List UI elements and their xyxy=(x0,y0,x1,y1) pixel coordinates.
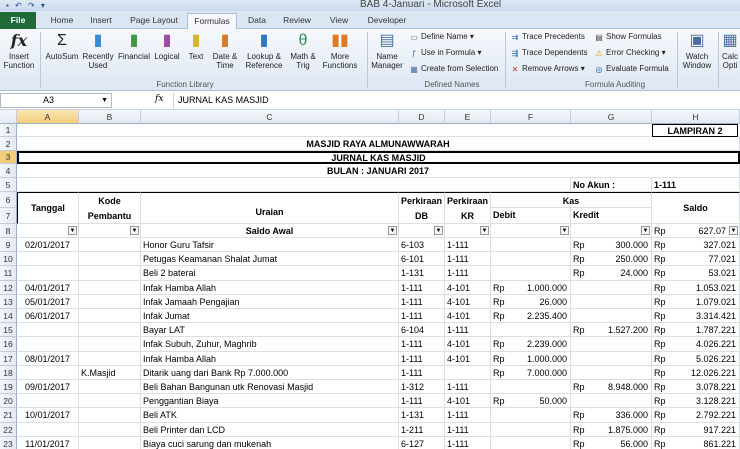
separator xyxy=(505,32,506,88)
table-row xyxy=(17,238,740,252)
date-cell[interactable] xyxy=(17,266,79,281)
kredit-cell[interactable]: Rp 300.000 xyxy=(571,238,652,252)
cell[interactable] xyxy=(491,224,571,238)
date-cell[interactable] xyxy=(17,366,79,380)
header-kode: Kode xyxy=(98,196,121,206)
debit-cell[interactable]: Rp 2.239.000 xyxy=(491,337,571,352)
kode-cell[interactable] xyxy=(79,323,141,337)
row-header[interactable]: 22 xyxy=(0,423,17,437)
kr-cell[interactable]: 1-111 xyxy=(445,423,491,437)
saldo-cell[interactable]: Rp 5.026.221 xyxy=(652,352,740,366)
header-saldo[interactable]: Saldo xyxy=(652,192,740,224)
formula-bar xyxy=(0,91,740,110)
cell[interactable] xyxy=(17,124,652,137)
header-debit[interactable]: Debit xyxy=(491,208,571,224)
separator xyxy=(40,32,41,88)
separator xyxy=(718,32,719,88)
saldo-cell[interactable]: Rp 53.021 xyxy=(652,266,740,281)
tab-file[interactable]: File xyxy=(0,12,36,29)
magnifier-book-icon: ▮ xyxy=(259,32,269,49)
date-cell[interactable] xyxy=(17,252,79,266)
kredit-cell[interactable] xyxy=(571,352,652,366)
tab-insert[interactable]: Insert xyxy=(90,15,112,25)
grid-icon: ▦ xyxy=(410,65,418,74)
period-cell[interactable]: BULAN : JANUARI 2017 xyxy=(17,164,740,178)
db-cell[interactable]: 6-101 xyxy=(399,252,445,266)
db-cell[interactable]: 1-111 xyxy=(399,281,445,295)
fx-button[interactable]: fx xyxy=(155,94,164,104)
logical-button[interactable]: ▮ Logical xyxy=(154,32,180,61)
kode-cell[interactable] xyxy=(79,380,141,394)
date-cell[interactable]: 08/01/2017 xyxy=(17,352,79,366)
debit-cell[interactable] xyxy=(491,252,571,266)
row-header[interactable]: 14 xyxy=(0,309,17,323)
more-functions-button[interactable]: ▮▮ More Functions xyxy=(322,32,358,70)
show-formulas-button[interactable]: ▤ Show Formulas xyxy=(595,32,662,42)
saldo-cell[interactable]: Rp 2.792.221 xyxy=(652,408,740,423)
math-trig-button[interactable]: θ Math & Trig xyxy=(290,32,316,70)
uraian-cell[interactable]: Beli 2 baterai xyxy=(141,266,399,281)
saldo-cell[interactable]: Rp 327.021 xyxy=(652,238,740,252)
db-cell[interactable]: 1-111 xyxy=(399,309,445,323)
kode-cell[interactable] xyxy=(79,281,141,295)
date-cell[interactable]: 02/01/2017 xyxy=(17,238,79,252)
header-tanggal[interactable]: Tanggal xyxy=(17,192,79,224)
date-cell[interactable]: 11/01/2017 xyxy=(17,437,79,449)
row-header[interactable]: 12 xyxy=(0,281,17,295)
ribbon-tabs xyxy=(0,11,740,29)
cell[interactable] xyxy=(399,224,445,238)
kredit-cell[interactable] xyxy=(571,366,652,380)
uraian-cell[interactable]: Bayar LAT xyxy=(141,323,399,337)
uraian-cell[interactable]: Infak Jamaah Pengajian xyxy=(141,295,399,309)
autosum-button[interactable]: Σ AutoSum xyxy=(45,32,79,61)
kode-cell[interactable] xyxy=(79,309,141,323)
debit-cell[interactable]: Rp 1.000.000 xyxy=(491,281,571,295)
debit-cell[interactable] xyxy=(491,238,571,252)
filter-dropdown-icon[interactable]: ▼ xyxy=(481,228,488,234)
row-header[interactable]: 5 xyxy=(0,178,17,192)
tag-icon: ▭ xyxy=(410,33,418,42)
text-button[interactable]: ▮ Text xyxy=(188,32,204,61)
date-cell[interactable] xyxy=(17,423,79,437)
kredit-cell[interactable] xyxy=(571,309,652,323)
column-header-c[interactable]: C xyxy=(141,110,399,124)
filter-dropdown-icon[interactable]: ▼ xyxy=(730,228,737,234)
debit-cell[interactable]: Rp 2.235.400 xyxy=(491,309,571,323)
chevron-down-icon[interactable]: ▼ xyxy=(101,97,108,104)
header-uraian[interactable]: Uraian xyxy=(141,192,399,224)
row-header[interactable]: 7 xyxy=(0,208,17,224)
kode-cell[interactable] xyxy=(79,337,141,352)
tab-review[interactable]: Review xyxy=(283,15,311,25)
debit-cell[interactable]: Rp 1.000.000 xyxy=(491,352,571,366)
table-row xyxy=(17,337,740,352)
logical-book-icon: ▮ xyxy=(162,32,172,49)
kode-cell[interactable] xyxy=(79,266,141,281)
trace-dependents-button[interactable]: ⇶ Trace Dependents xyxy=(511,48,588,58)
remove-arrows-button[interactable]: ✕ Remove Arrows ▾ xyxy=(511,64,585,74)
date-time-button[interactable]: ▮ Date & Time xyxy=(212,32,238,70)
kode-cell[interactable] xyxy=(79,295,141,309)
uraian-cell[interactable]: Infak Jumat xyxy=(141,309,399,323)
kode-cell[interactable]: K.Masjid xyxy=(79,366,141,380)
separator xyxy=(677,32,678,88)
table-row xyxy=(17,252,740,266)
header-perkiraan: Perkiraan xyxy=(447,196,489,206)
row-header[interactable]: 18 xyxy=(0,366,17,380)
saldo-cell[interactable]: Rp 1.079.021 xyxy=(652,295,740,309)
ribbon-formulas xyxy=(0,29,740,91)
date-cell[interactable]: 09/01/2017 xyxy=(17,380,79,394)
error-checking-button[interactable]: ⚠ Error Checking ▾ xyxy=(595,48,666,58)
uraian-cell[interactable]: Infak Hamba Allah xyxy=(141,352,399,366)
kode-cell[interactable] xyxy=(79,238,141,252)
debit-cell[interactable]: Rp 50.000 xyxy=(491,394,571,408)
column-header-h[interactable]: H xyxy=(652,110,740,124)
uraian-cell[interactable]: Beli Printer dan LCD xyxy=(141,423,399,437)
kode-cell[interactable] xyxy=(79,394,141,408)
column-header-e[interactable]: E xyxy=(445,110,491,124)
filter-dropdown-icon[interactable]: ▼ xyxy=(642,228,649,234)
uraian-cell[interactable]: Penggantian Biaya xyxy=(141,394,399,408)
uraian-cell[interactable]: Petugas Keamanan Shalat Jumat xyxy=(141,252,399,266)
cell[interactable] xyxy=(79,224,141,238)
header-kredit[interactable]: Kredit xyxy=(571,208,652,224)
row-header[interactable]: 15 xyxy=(0,323,17,337)
tab-developer[interactable]: Developer xyxy=(367,15,407,25)
row-header[interactable]: 8 xyxy=(0,224,17,238)
watch-window-icon: ▣ xyxy=(689,32,705,49)
kr-cell[interactable]: 1-111 xyxy=(445,252,491,266)
show-formulas-icon: ▤ xyxy=(595,33,603,42)
kr-cell[interactable]: 4-101 xyxy=(445,394,491,408)
kr-cell[interactable]: 4-101 xyxy=(445,337,491,352)
debit-cell[interactable] xyxy=(491,266,571,281)
name-tag-icon: ▤ xyxy=(379,32,395,49)
kredit-cell[interactable] xyxy=(571,394,652,408)
kredit-cell[interactable]: Rp 8.948.000 xyxy=(571,380,652,394)
table-row xyxy=(17,366,740,380)
kredit-cell[interactable]: Rp 336.000 xyxy=(571,408,652,423)
journal-title-cell[interactable]: JURNAL KAS MASJID xyxy=(17,151,740,164)
kr-cell[interactable]: 4-101 xyxy=(445,295,491,309)
trace-dependents-icon: ⇶ xyxy=(511,49,519,58)
saldo-cell[interactable]: Rp 1.053.021 xyxy=(652,281,740,295)
title-bar xyxy=(0,0,740,11)
debit-cell[interactable]: Rp 26.000 xyxy=(491,295,571,309)
formula-input[interactable]: JURNAL KAS MASJID xyxy=(173,93,740,108)
header-kr: KR xyxy=(461,211,474,221)
header-perkiraan-db[interactable] xyxy=(399,192,445,224)
separator xyxy=(367,32,368,88)
account-label-cell[interactable]: No Akun : xyxy=(571,178,652,192)
kr-cell[interactable]: 4-101 xyxy=(445,309,491,323)
select-all-corner[interactable] xyxy=(0,110,17,124)
table-row xyxy=(17,295,740,309)
table-row xyxy=(17,281,740,295)
sheet-row xyxy=(17,137,740,151)
row-header[interactable]: 4 xyxy=(0,164,17,178)
table-row xyxy=(17,352,740,366)
table-row xyxy=(17,423,740,437)
header-perkiraan: Perkiraan xyxy=(401,196,443,206)
sheet-row xyxy=(17,178,740,192)
remove-arrows-icon: ✕ xyxy=(511,65,519,74)
filter-dropdown-icon[interactable]: ▼ xyxy=(69,228,76,234)
row-header[interactable]: 23 xyxy=(0,437,17,449)
header-db: DB xyxy=(415,211,428,221)
uraian-cell[interactable]: Infak Hamba Allah xyxy=(141,281,399,295)
saldo-cell[interactable]: Rp 12.026.221 xyxy=(652,366,740,380)
kredit-cell[interactable]: Rp 24.000 xyxy=(571,266,652,281)
evaluate-icon: ◎ xyxy=(595,65,603,74)
db-cell[interactable]: 1-111 xyxy=(399,352,445,366)
row-header[interactable]: 16 xyxy=(0,337,17,352)
kr-cell[interactable]: 1-111 xyxy=(445,408,491,423)
account-number-cell[interactable]: 1-111 xyxy=(652,178,740,192)
saldo-cell[interactable]: Rp 917.221 xyxy=(652,423,740,437)
debit-cell[interactable] xyxy=(491,408,571,423)
tab-view[interactable]: View xyxy=(329,15,349,25)
header-perkiraan-kr[interactable] xyxy=(445,192,491,224)
kode-cell[interactable] xyxy=(79,423,141,437)
kr-cell[interactable] xyxy=(445,366,491,380)
clock-book-icon: ▮ xyxy=(220,32,230,49)
quick-access-toolbar[interactable]: ▪ ↶ ↷ ▾ xyxy=(6,1,47,10)
db-cell[interactable]: 1-131 xyxy=(399,408,445,423)
uraian-cell[interactable]: Beli ATK xyxy=(141,408,399,423)
trace-precedents-icon: ⇉ xyxy=(511,33,519,42)
uraian-cell[interactable]: Beli Bahan Bangunan utk Renovasi Masjid xyxy=(141,380,399,394)
db-cell[interactable]: 6-104 xyxy=(399,323,445,337)
filter-dropdown-icon[interactable]: ▼ xyxy=(131,228,138,234)
evaluate-formula-button[interactable]: ◎ Evaluate Formula xyxy=(595,64,669,74)
db-cell[interactable]: 1-131 xyxy=(399,266,445,281)
table-row xyxy=(17,437,740,449)
date-cell[interactable] xyxy=(17,323,79,337)
kr-cell[interactable]: 1-111 xyxy=(445,266,491,281)
row-header[interactable]: 1 xyxy=(0,124,17,137)
watch-window-button[interactable]: ▣ Watch Window xyxy=(682,32,712,70)
header-kode-pembantu[interactable] xyxy=(79,192,141,224)
filter-dropdown-icon[interactable]: ▼ xyxy=(561,228,568,234)
db-cell[interactable]: 6-103 xyxy=(399,238,445,252)
org-name-cell[interactable]: MASJID RAYA ALMUNAWWARAH xyxy=(17,137,740,151)
db-cell[interactable]: 1-111 xyxy=(399,295,445,309)
date-cell[interactable]: 05/01/2017 xyxy=(17,295,79,309)
debit-cell[interactable] xyxy=(491,437,571,449)
row-header[interactable]: 17 xyxy=(0,352,17,366)
kr-cell[interactable]: 1-111 xyxy=(445,238,491,252)
row-header[interactable]: 21 xyxy=(0,408,17,423)
date-cell[interactable] xyxy=(17,337,79,352)
cell[interactable] xyxy=(17,178,571,192)
row-header[interactable]: 20 xyxy=(0,394,17,408)
table-row xyxy=(17,408,740,423)
sheet-row xyxy=(17,164,740,178)
uraian-cell[interactable]: Ditarik uang dari Bank Rp 7.000.000 xyxy=(141,366,399,380)
tab-formulas[interactable]: Formulas xyxy=(187,13,237,30)
group-label-function-library: Function Library xyxy=(156,80,214,89)
use-in-formula-button[interactable]: ƒ Use in Formula ▾ xyxy=(409,48,482,58)
date-cell[interactable]: 10/01/2017 xyxy=(17,408,79,423)
trace-precedents-button[interactable]: ⇉ Trace Precedents xyxy=(511,32,585,42)
row-header[interactable]: 2 xyxy=(0,137,17,151)
debit-cell[interactable]: Rp 7.000.000 xyxy=(491,366,571,380)
kr-cell[interactable]: 1-111 xyxy=(445,380,491,394)
cell[interactable] xyxy=(445,224,491,238)
uraian-cell[interactable]: Honor Guru Tafsir xyxy=(141,238,399,252)
window-title: BAB 4-Januari - Microsoft Excel xyxy=(360,0,502,10)
row-header[interactable]: 19 xyxy=(0,380,17,394)
debit-cell[interactable] xyxy=(491,323,571,337)
row-header[interactable]: 9 xyxy=(0,238,17,252)
uraian-cell[interactable]: Infak Subuh, Zuhur, Maghrib xyxy=(141,337,399,352)
group-label-formula-auditing: Formula Auditing xyxy=(584,80,646,89)
kredit-cell[interactable]: Rp 1.875.000 xyxy=(571,423,652,437)
name-box[interactable]: A3 ▼ xyxy=(0,93,112,108)
table-row xyxy=(17,323,740,337)
uraian-cell[interactable]: Biaya cuci sarung dan mukenah xyxy=(141,437,399,449)
row-header[interactable]: 6 xyxy=(0,192,17,208)
saldo-cell[interactable]: Rp 3.078.221 xyxy=(652,380,740,394)
saldo-cell[interactable]: Rp 77.021 xyxy=(652,252,740,266)
tab-data[interactable]: Data xyxy=(248,15,266,25)
date-cell[interactable]: 06/01/2017 xyxy=(17,309,79,323)
books-icon: ▮▮ xyxy=(331,32,349,49)
name-manager-button[interactable]: ▤ Name Manager xyxy=(371,32,403,70)
kode-cell[interactable] xyxy=(79,252,141,266)
debit-cell[interactable] xyxy=(491,423,571,437)
column-header-b[interactable]: B xyxy=(79,110,141,124)
create-from-selection-button[interactable]: ▦ Create from Selection xyxy=(410,64,499,74)
date-cell[interactable] xyxy=(17,394,79,408)
financial-button[interactable]: ▮ Financial xyxy=(117,32,150,61)
tab-page-layout[interactable]: Page Layout xyxy=(130,15,178,25)
lookup-reference-button[interactable]: ▮ Lookup & Reference xyxy=(245,32,283,70)
text-book-icon: ▮ xyxy=(191,32,201,49)
saldo-cell[interactable]: Rp 3.128.221 xyxy=(652,394,740,408)
kr-cell[interactable]: 1-111 xyxy=(445,323,491,337)
book-star-icon: ▮ xyxy=(93,32,103,49)
saldo-awal-value-cell[interactable]: Rp 627.07 ▼ xyxy=(652,224,740,238)
db-cell[interactable]: 1-111 xyxy=(399,337,445,352)
filter-dropdown-icon[interactable]: ▼ xyxy=(389,228,396,234)
calculator-icon: ▦ xyxy=(722,32,738,49)
db-cell[interactable]: 6-127 xyxy=(399,437,445,449)
kode-cell[interactable] xyxy=(79,437,141,449)
kredit-cell[interactable] xyxy=(571,337,652,352)
tab-home[interactable]: Home xyxy=(50,15,74,25)
calculation-options-button[interactable]: ▦ Calc Opti xyxy=(721,32,738,70)
row-header[interactable]: 11 xyxy=(0,266,17,281)
warning-icon: ⚠ xyxy=(595,49,603,58)
date-cell[interactable]: 04/01/2017 xyxy=(17,281,79,295)
kredit-cell[interactable]: Rp 250.000 xyxy=(571,252,652,266)
db-cell[interactable]: 1-111 xyxy=(399,366,445,380)
column-header-g[interactable]: G xyxy=(571,110,652,124)
kr-cell[interactable]: 4-101 xyxy=(445,352,491,366)
kr-cell[interactable]: 1-111 xyxy=(445,437,491,449)
table-row xyxy=(17,309,740,323)
column-header-d[interactable]: D xyxy=(399,110,445,124)
header-kas[interactable]: Kas xyxy=(491,192,652,208)
filter-dropdown-icon[interactable]: ▼ xyxy=(435,228,442,234)
define-name-button[interactable]: ▭ Define Name ▾ xyxy=(410,32,474,42)
header-pembantu: Pembantu xyxy=(87,211,132,221)
kr-cell[interactable]: 4-101 xyxy=(445,281,491,295)
saldo-cell[interactable]: Rp 3.314.421 xyxy=(652,309,740,323)
kredit-cell[interactable]: Rp 56.000 xyxy=(571,437,652,449)
column-header-a[interactable]: A xyxy=(17,110,79,124)
column-header-f[interactable]: F xyxy=(491,110,571,124)
filter-row xyxy=(17,224,740,238)
table-row xyxy=(17,394,740,408)
saldo-cell[interactable]: Rp 861.221 xyxy=(652,437,740,449)
lampiran-label[interactable]: LAMPIRAN 2 xyxy=(652,124,738,137)
fx-icon: fx xyxy=(10,31,28,50)
worksheet-grid xyxy=(0,110,740,449)
formula-icon: ƒ xyxy=(411,49,417,58)
cell[interactable] xyxy=(17,224,79,238)
db-cell[interactable]: 1-211 xyxy=(399,423,445,437)
row-header[interactable]: 3 xyxy=(0,151,17,164)
recently-used-button[interactable]: ▮ Recently Used xyxy=(82,32,114,70)
kredit-cell[interactable] xyxy=(571,281,652,295)
kredit-cell[interactable] xyxy=(571,295,652,309)
kredit-cell[interactable]: Rp 1.527.200 xyxy=(571,323,652,337)
db-cell[interactable]: 1-312 xyxy=(399,380,445,394)
kode-cell[interactable] xyxy=(79,408,141,423)
sheet-row xyxy=(17,151,740,164)
saldo-cell[interactable]: Rp 4.026.221 xyxy=(652,337,740,352)
sigma-icon: Σ xyxy=(57,32,67,49)
db-cell[interactable]: 1-111 xyxy=(399,394,445,408)
cell[interactable] xyxy=(571,224,652,238)
group-label-defined-names: Defined Names xyxy=(424,80,480,89)
table-row xyxy=(17,380,740,394)
table-header xyxy=(17,192,740,224)
theta-book-icon: θ xyxy=(298,32,308,49)
row-header[interactable]: 13 xyxy=(0,295,17,309)
sheet-row xyxy=(17,124,740,137)
financial-book-icon: ▮ xyxy=(129,32,139,49)
saldo-cell[interactable]: Rp 1.787.221 xyxy=(652,323,740,337)
kode-cell[interactable] xyxy=(79,352,141,366)
row-header[interactable]: 10 xyxy=(0,252,17,266)
saldo-awal-cell[interactable]: Saldo Awal ▼ xyxy=(141,224,399,238)
table-row xyxy=(17,266,740,281)
debit-cell[interactable] xyxy=(491,380,571,394)
insert-function-button[interactable]: fx Insert Function xyxy=(3,31,35,70)
